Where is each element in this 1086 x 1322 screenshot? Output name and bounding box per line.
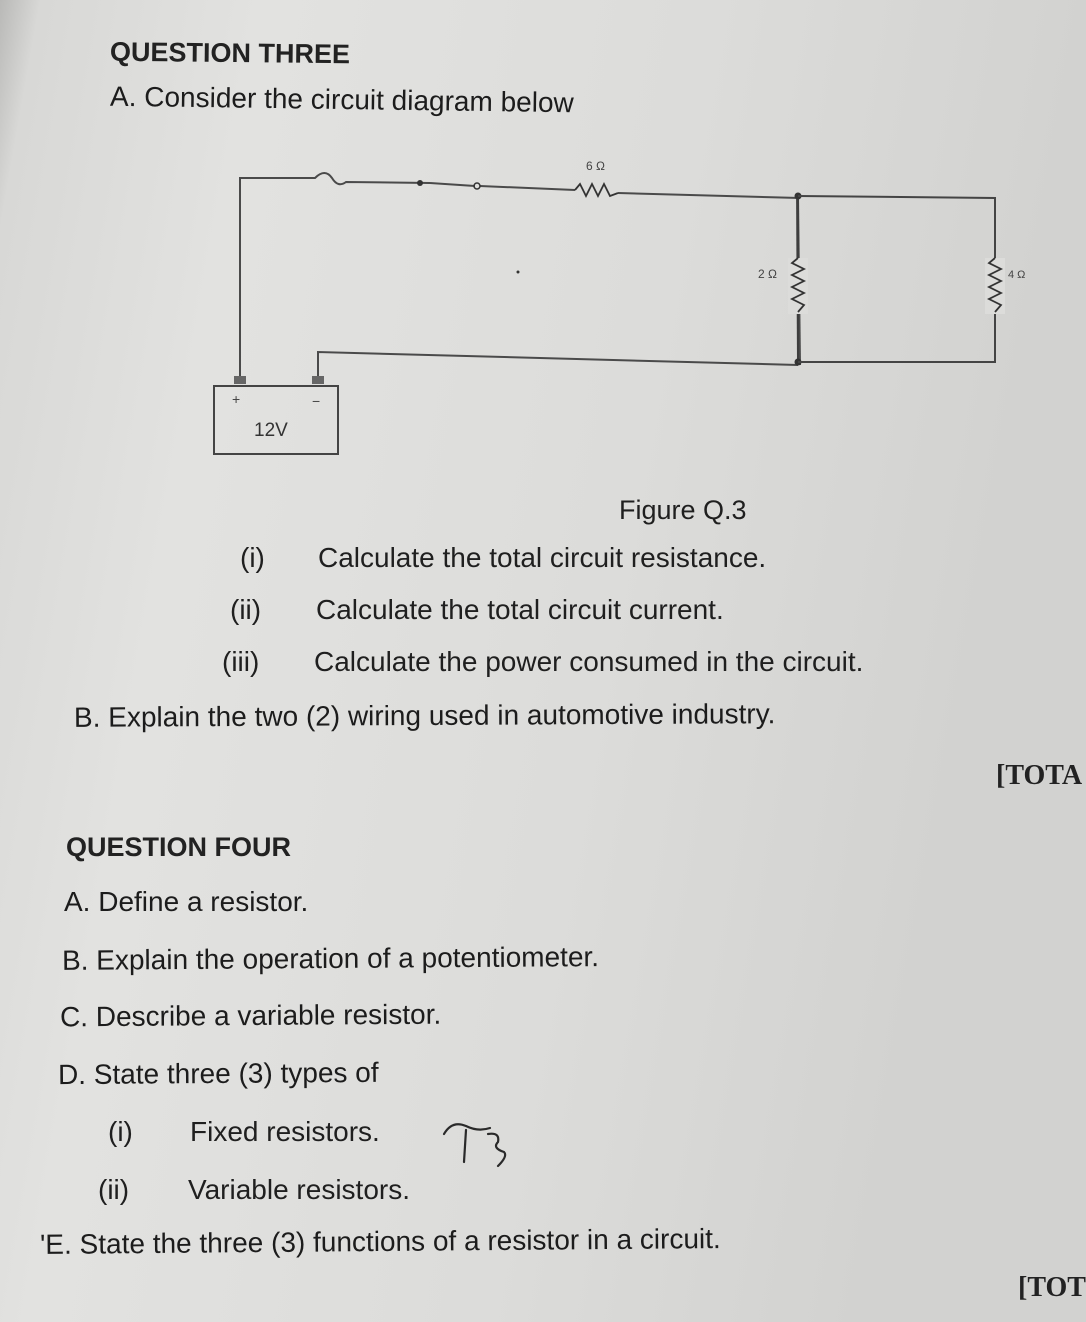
resistor-4-ohm-label: 4 Ω bbox=[1008, 269, 1026, 281]
sub-item-number: (i) bbox=[108, 1116, 133, 1147]
sub-item-text: Variable resistors. bbox=[188, 1174, 411, 1205]
battery-negative-terminal bbox=[312, 376, 324, 384]
q3-sub-item-iii bbox=[222, 646, 864, 678]
circuit-wires bbox=[240, 173, 800, 378]
resistor-6-ohm-symbol bbox=[575, 184, 618, 196]
question-three-part-b: B. Explain the two (2) wiring used in automotive industry. bbox=[73, 698, 776, 733]
battery-positive-terminal bbox=[234, 376, 246, 384]
question-three-heading: QUESTION THREE bbox=[109, 36, 351, 70]
junction-dot bbox=[417, 180, 423, 186]
sub-item-text: Fixed resistors. bbox=[190, 1116, 380, 1147]
sub-item-number: (ii) bbox=[230, 594, 262, 625]
q3-sub-item-ii bbox=[230, 594, 724, 626]
sub-item-number: (i) bbox=[240, 542, 265, 573]
sub-item-number: (iii) bbox=[222, 646, 260, 677]
stray-dot bbox=[517, 271, 520, 274]
q4-d-item-ii bbox=[98, 1174, 411, 1206]
sub-item-text: Calculate the power consumed in the circuit. bbox=[314, 646, 864, 677]
question-four-part-e: 'E. State the three (3) functions of a resistor in a circuit. bbox=[39, 1223, 721, 1260]
question-four-part-b: B. Explain the operation of a potentiometer. bbox=[61, 941, 600, 976]
battery-voltage-label: 12V bbox=[254, 420, 288, 441]
handwritten-scribble bbox=[438, 1112, 528, 1172]
battery-minus-sign: − bbox=[312, 393, 321, 409]
q4-d-item-i bbox=[108, 1116, 380, 1148]
question-three-part-a: A. Consider the circuit diagram below bbox=[109, 80, 574, 119]
question-four-heading: QUESTION FOUR bbox=[66, 832, 292, 862]
resistor-6-ohm-label: 6 Ω bbox=[586, 159, 605, 173]
q3-sub-item-i bbox=[240, 542, 767, 574]
sub-item-text: Calculate the total circuit current. bbox=[316, 594, 724, 625]
question-three-total-marker: [TOTA bbox=[996, 760, 1083, 791]
sub-item-text: Calculate the total circuit resistance. bbox=[318, 542, 767, 573]
circuit-diagram bbox=[200, 150, 1026, 460]
resistor-2-ohm-label: 2 Ω bbox=[758, 267, 777, 281]
battery-plus-sign: + bbox=[232, 391, 241, 407]
figure-caption: Figure Q.3 bbox=[619, 495, 747, 525]
question-four-part-d: D. State three (3) types of bbox=[57, 1056, 379, 1091]
question-four-part-c: C. Describe a variable resistor. bbox=[59, 998, 442, 1033]
question-four-part-a: A. Define a resistor. bbox=[64, 886, 309, 917]
question-four-total-marker: [TOT bbox=[1018, 1272, 1086, 1303]
sub-item-number: (ii) bbox=[98, 1174, 130, 1205]
